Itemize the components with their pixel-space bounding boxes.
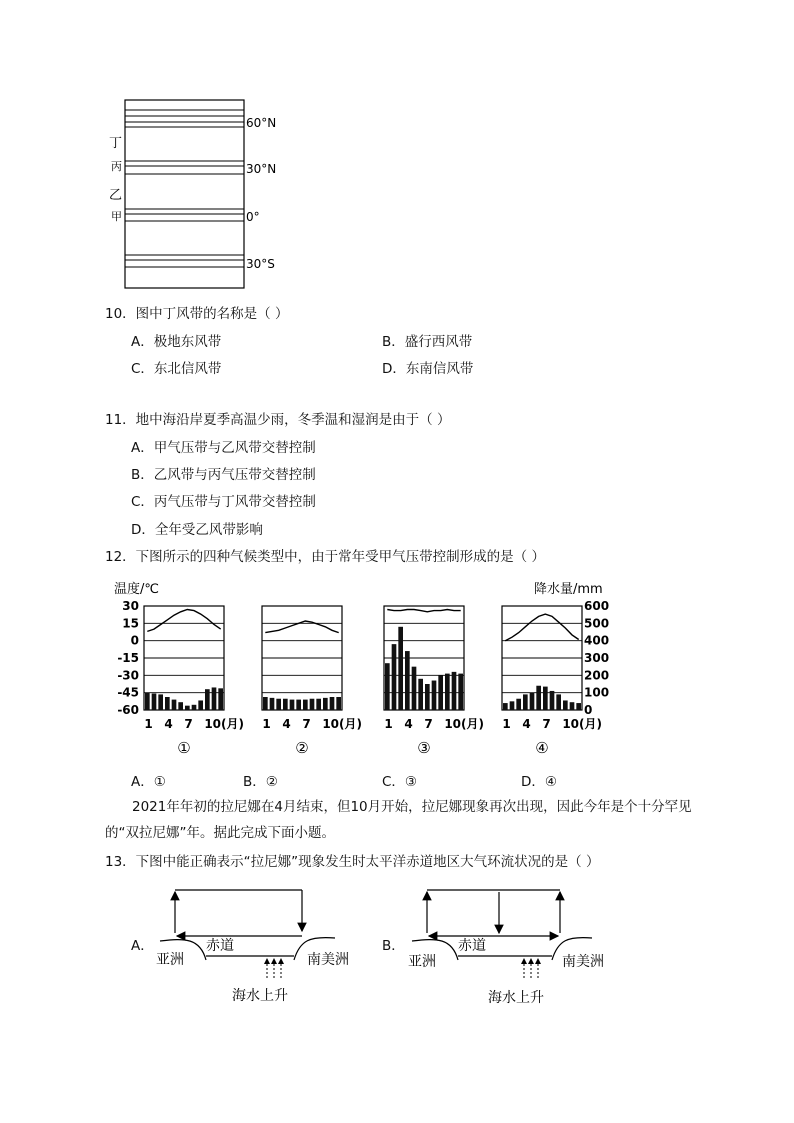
precip-bar — [530, 693, 535, 710]
q12-option-d[interactable]: D．④ — [521, 774, 557, 790]
q12-stem: 12．下图所示的四种气候类型中，由于常年受甲气压带控制形成的是（ ） — [105, 549, 545, 565]
climate-chart-figure — [110, 573, 630, 763]
q11-option-c[interactable]: C．丙气压带与丁风带交替控制 — [131, 494, 316, 510]
precip-bar — [283, 699, 288, 710]
temp-tick-label: 15 — [122, 616, 139, 631]
precip-bar — [570, 702, 575, 710]
precip-bar — [185, 706, 190, 710]
q12-option-b[interactable]: B．② — [243, 774, 278, 790]
precip-bar — [330, 697, 335, 710]
temp-tick-label: -30 — [117, 668, 139, 683]
precip-bar — [385, 663, 390, 710]
q12-option-a[interactable]: A．① — [131, 774, 166, 790]
precip-bar — [316, 699, 321, 710]
precip-bar — [556, 694, 561, 710]
month-tick-label: 4 — [404, 717, 413, 731]
precip-bar — [543, 687, 548, 710]
temp-tick-label: -60 — [117, 703, 139, 717]
temperature-line — [147, 610, 220, 632]
temp-tick-label: -45 — [117, 685, 139, 700]
diagram-a-samerica: 南美洲 — [307, 952, 349, 968]
q13-option-b[interactable]: B． — [382, 938, 405, 954]
panel-label: ② — [295, 739, 309, 757]
precip-tick-label: 600 — [584, 599, 610, 613]
belt-label-ding: 丁 — [109, 136, 123, 151]
precip-bar — [418, 679, 423, 710]
diagram-a-equator: 赤道 — [206, 938, 234, 954]
precip-bar — [458, 674, 463, 710]
temp-tick-label: 0 — [130, 633, 139, 648]
precip-tick-label: 0 — [584, 703, 593, 717]
precip-bar — [438, 675, 443, 710]
precip-bar — [563, 700, 568, 710]
climate-panel-3 — [384, 606, 484, 757]
q10-stem: 10．图中丁风带的名称是（ ） — [105, 306, 289, 322]
q11-option-a[interactable]: A．甲气压带与乙风带交替控制 — [131, 440, 316, 456]
temp-tick-label: -15 — [117, 651, 139, 665]
panel-label: ① — [177, 739, 191, 757]
belt-label-yi: 乙 — [109, 188, 123, 203]
precip-bar — [296, 700, 301, 710]
month-tick-label: 4 — [164, 717, 173, 731]
precip-bar — [432, 681, 437, 710]
precip-bar — [452, 672, 457, 710]
precip-bar — [212, 687, 217, 710]
month-tick-label: 7 — [302, 717, 311, 731]
precip-bar — [172, 700, 177, 710]
lat-label-60n: 60°N — [246, 116, 277, 130]
precip-tick-label: 100 — [584, 685, 610, 700]
month-tick-label: 1 — [144, 717, 153, 731]
precip-bar — [425, 684, 430, 710]
temperature-line — [387, 610, 460, 612]
precip-bar — [405, 651, 410, 710]
diagram-a-upwelling: 海水上升 — [232, 988, 288, 1004]
belt-label-bing: 丙 — [111, 160, 122, 173]
month-tick-label: 7 — [184, 717, 193, 731]
q13-stem: 13．下图中能正确表示“拉尼娜”现象发生时太平洋赤道地区大气环流状况的是（ ） — [105, 854, 600, 870]
precip-bar — [198, 700, 203, 710]
precip-bar — [536, 686, 541, 710]
month-tick-label: 10(月) — [444, 717, 485, 731]
month-tick-label: 1 — [384, 717, 393, 731]
precip-bar — [336, 697, 341, 710]
temperature-line — [265, 621, 338, 633]
month-tick-label: 7 — [424, 717, 433, 731]
precip-bar — [218, 688, 223, 710]
precip-bar — [270, 698, 275, 710]
q13-option-a[interactable]: A． — [131, 938, 154, 954]
q11-option-b[interactable]: B．乙风带与丙气压带交替控制 — [131, 467, 316, 483]
month-tick-label: 10(月) — [322, 717, 363, 731]
precip-bar — [550, 691, 555, 710]
precip-tick-label: 200 — [584, 668, 610, 683]
q10-option-d[interactable]: D．东南信风带 — [382, 361, 474, 377]
precip-bar — [152, 694, 157, 710]
diagram-b-samerica: 南美洲 — [562, 954, 604, 970]
panel-label: ③ — [417, 739, 431, 757]
month-tick-label: 10(月) — [204, 717, 245, 731]
precip-bar — [445, 674, 450, 710]
month-tick-label: 7 — [542, 717, 551, 731]
q11-stem: 11．地中海沿岸夏季高温少雨，冬季温和湿润是由于（ ） — [105, 412, 451, 428]
precip-bar — [192, 705, 197, 710]
month-tick-label: 1 — [502, 717, 511, 731]
month-tick-label: 10(月) — [562, 717, 603, 731]
month-tick-label: 1 — [262, 717, 271, 731]
precip-bar — [158, 694, 163, 710]
precip-bar — [510, 701, 515, 710]
diagram-b-asia: 亚洲 — [408, 954, 436, 970]
precip-bar — [303, 700, 308, 710]
precip-bar — [263, 697, 268, 710]
precip-bar — [516, 699, 521, 710]
precip-tick-label: 500 — [584, 616, 610, 631]
temp-axis-label: 温度/℃ — [114, 582, 159, 597]
climate-panel-1 — [144, 606, 244, 757]
precip-bar — [165, 697, 170, 710]
precip-tick-label: 300 — [584, 651, 610, 665]
circulation-diagram-b — [402, 878, 627, 1008]
diagram-a-asia: 亚洲 — [156, 952, 184, 968]
wind-belt-diagram — [100, 95, 300, 295]
belt-label-jia: 甲 — [111, 210, 122, 223]
precip-bar — [205, 689, 210, 710]
q11-option-d[interactable]: D．全年受乙风带影响 — [131, 522, 263, 538]
precip-bar — [398, 627, 403, 710]
precip-bar — [178, 702, 183, 710]
q10-option-b[interactable]: B．盛行西风带 — [382, 334, 473, 350]
precip-bar — [290, 700, 295, 710]
precip-bar — [576, 703, 581, 710]
precip-bar — [412, 667, 417, 710]
lat-label-30s: 30°S — [246, 257, 275, 271]
precip-bar — [323, 698, 328, 710]
lat-label-30n: 30°N — [246, 162, 277, 176]
temperature-line — [505, 614, 578, 641]
precip-bar — [145, 693, 150, 710]
q12-option-c[interactable]: C．③ — [382, 774, 418, 790]
panel-label: ④ — [535, 739, 549, 757]
temp-tick-label: 30 — [122, 599, 139, 613]
climate-panel-2 — [262, 606, 362, 757]
precip-bar — [523, 694, 528, 710]
precip-bar — [310, 699, 315, 710]
q10-option-a[interactable]: A．极地东风带 — [131, 334, 222, 350]
lat-label-0: 0° — [246, 210, 260, 224]
precip-bar — [276, 699, 281, 710]
passage-text: 2021年年初的拉尼娜在4月结束，但10月开始，拉尼娜现象再次出现，因此今年是个十分罕见的“双拉尼娜”年。据此完成下面小题。 — [105, 799, 692, 841]
precip-axis-label: 降水量/mm — [534, 582, 603, 597]
month-tick-label: 4 — [282, 717, 291, 731]
month-tick-label: 4 — [522, 717, 531, 731]
diagram-b-upwelling: 海水上升 — [488, 990, 544, 1006]
precip-bar — [392, 644, 397, 710]
q10-option-c[interactable]: C．东北信风带 — [131, 361, 222, 377]
circulation-diagram-a — [150, 878, 370, 1008]
precip-bar — [503, 703, 508, 710]
precip-tick-label: 400 — [584, 633, 610, 648]
diagram-b-equator: 赤道 — [458, 938, 486, 954]
